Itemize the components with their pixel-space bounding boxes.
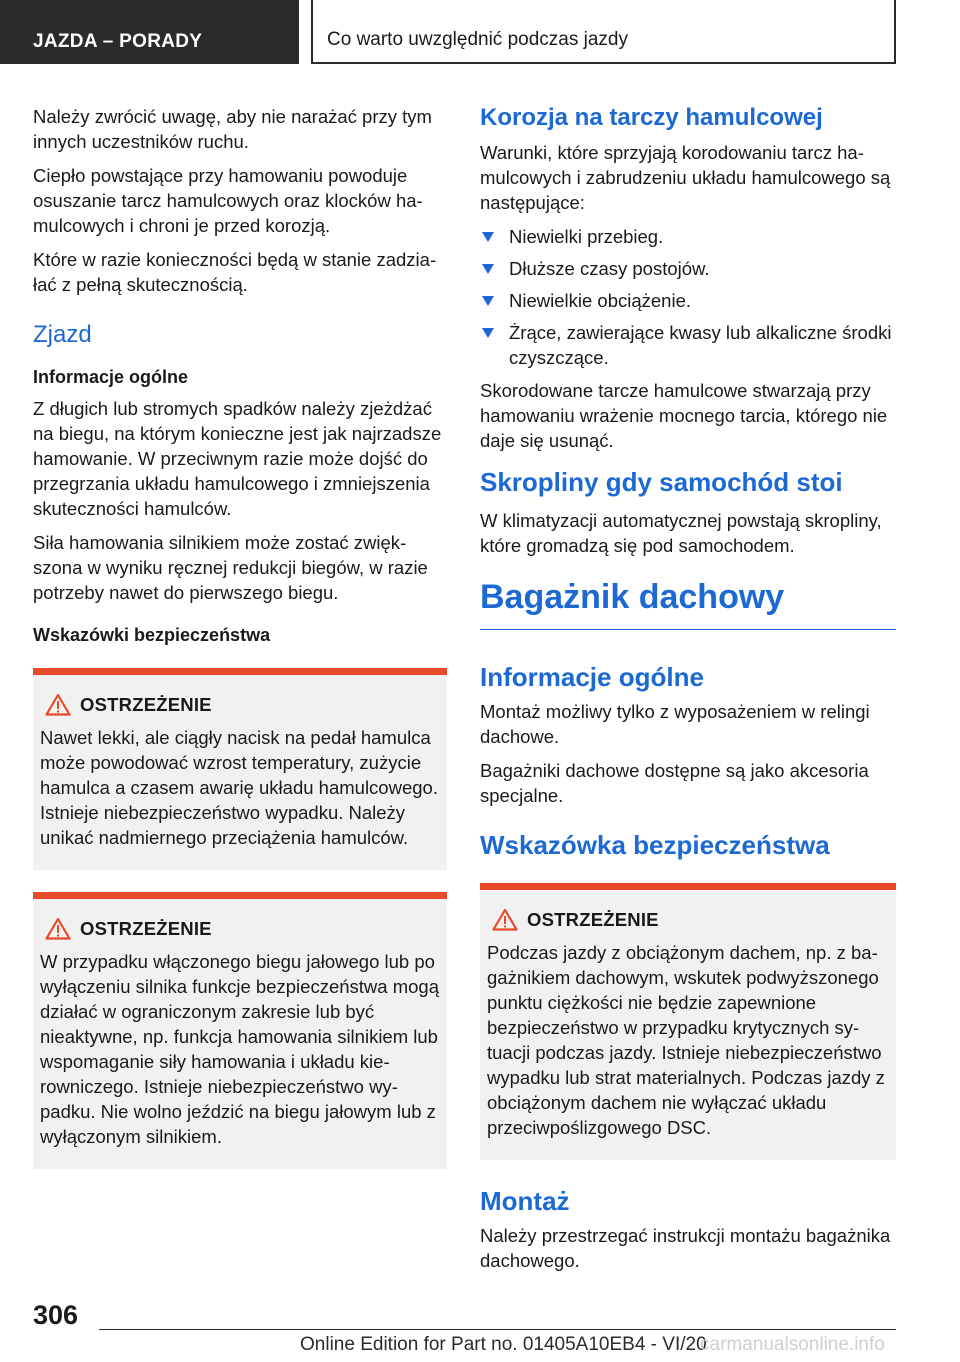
- chapter-title-box: [311, 0, 896, 64]
- paragraph: Należy zwrócić uwagę, aby nie narażać przy tym innych uczestników ruchu.: [33, 106, 432, 152]
- paragraph: Skorodowane tarcze hamulcowe stwarzają przy hamowaniu wrażenie mocnego tarcia, którego nie daje się usunąć.: [480, 380, 888, 451]
- section-heading-skropliny: Skropliny gdy samochód stoi: [480, 467, 843, 497]
- paragraph: Montaż możliwy tylko z wyposażeniem w relingi dachowe.: [480, 701, 870, 747]
- warning-title: OSTRZEŻENIE: [527, 909, 659, 930]
- footer-watermark: carmanualsonline.info: [700, 1334, 885, 1355]
- subheading-info: Informacje ogólne: [33, 367, 189, 387]
- paragraph: Bagażniki dachowe dostępne są jako akcesoria specjalne.: [480, 760, 869, 806]
- paragraph: Warunki, które sprzyjają korodowaniu tarcz hamulcowych i zabrudzeniu układu hamulcowego są następujące:: [480, 142, 891, 213]
- list-item: Dłuższe czasy postojów.: [480, 256, 896, 281]
- triangle-bullet-icon: [482, 264, 494, 274]
- bullet-list: [480, 224, 896, 370]
- subheading-info: Informacje ogólne: [480, 662, 704, 692]
- footer-edition: Online Edition for Part no. 01405A10EB4 - VI/20: [300, 1334, 707, 1355]
- paragraph: W klimatyzacji automatycznej powstają skropliny, które gromadzą się pod samochodem.: [480, 510, 882, 556]
- left-column: [33, 104, 447, 1169]
- list-item: Żrące, zawierające kwasy lub alkaliczne środki czyszczące.: [480, 320, 896, 370]
- triangle-bullet-icon: [482, 232, 494, 242]
- footer-divider: [99, 1329, 896, 1330]
- warning-triangle-icon: [40, 693, 80, 717]
- warning-title: OSTRZEŻENIE: [80, 694, 212, 715]
- subheading-safety: Wskazówki bezpieczeństwa: [33, 625, 271, 645]
- triangle-bullet-icon: [482, 328, 494, 338]
- warning-text: W przypadku włączonego biegu jałowego lub po wyłączeniu silnika funkcje bezpieczeństwa mogą działać w ograniczonym zakresie lub być nieaktywne, np. funkcja hamowania silnikiem lub wspomaganie siły hamowania i układu kierowniczego. Istnieje niebezpieczeństwo wypadku. Nie wolno jeździć na biegu jałowym lub z wyłączonym silnikiem.: [40, 951, 439, 1147]
- chapter-heading-bagaznik: Bagażnik dachowy: [480, 578, 896, 630]
- section-tab-label: JAZDA – PORADY: [33, 31, 203, 52]
- warning-box: [33, 668, 447, 870]
- warning-title: OSTRZEŻENIE: [80, 918, 212, 939]
- paragraph: Siła hamowania silnikiem może zostać zwiększona w wyniku ręcznej redukcji biegów, w razie potrzeby nawet do pierwszego biegu.: [33, 532, 428, 603]
- warning-box: [480, 883, 896, 1160]
- warning-triangle-icon: [487, 908, 527, 932]
- section-heading-korozja: Korozja na tarczy hamulcowej: [480, 104, 823, 131]
- warning-text: Podczas jazdy z obciążonym dachem, np. z bagażnikiem dachowym, wskutek podwyższonego punktu ciężkości nie będzie zapewnione bezpieczeństwo w przypadku krytycznych sytuacji podczas jazdy. Istnieje niebezpieczeństwo wypadku lub strat materialnych. Podczas jazdy z obciążonym dachem nie wyłączać układu przeciwpoślizgowego DSC.: [487, 942, 885, 1138]
- paragraph: Ciepło powstające przy hamowaniu powoduje osuszanie tarcz hamulcowych oraz klocków hamulcowych i chroni je przed korozją.: [33, 165, 423, 236]
- warning-text: Nawet lekki, ale ciągły nacisk na pedał hamulca może powodować wzrost temperatury, zużycie hamulca a czasem awarię układu hamulcowego. Istnieje niebezpieczeństwo wypadku. Należy unikać nadmiernego przeciążenia hamulców.: [40, 727, 438, 848]
- subheading-montaz: Montaż: [480, 1186, 570, 1216]
- triangle-bullet-icon: [482, 296, 494, 306]
- paragraph: Należy przestrzegać instrukcji montażu bagażnika dachowego.: [480, 1225, 891, 1271]
- warning-box: [33, 892, 447, 1169]
- list-item: Niewielki przebieg.: [480, 224, 896, 249]
- subheading-safety: Wskazówka bezpieczeństwa: [480, 830, 830, 860]
- list-item: Niewielkie obciążenie.: [480, 288, 896, 313]
- page-number: 306: [33, 1300, 79, 1330]
- paragraph: Które w razie konieczności będą w stanie zadziałać z pełną skutecznością.: [33, 249, 437, 295]
- section-heading-zjazd: Zjazd: [33, 321, 92, 348]
- chapter-title: Co warto uwzględnić podczas jazdy: [327, 29, 628, 50]
- paragraph: Z długich lub stromych spadków należy zjeżdżać na biegu, na którym konieczne jest jak najrzadsze hamowanie. W przeciwnym razie może dojść do przegrzania układu hamulcowego i zmniejszenia skuteczności hamulców.: [33, 398, 442, 519]
- right-column: [480, 104, 896, 1282]
- warning-triangle-icon: [40, 917, 80, 941]
- section-tab: [0, 0, 299, 64]
